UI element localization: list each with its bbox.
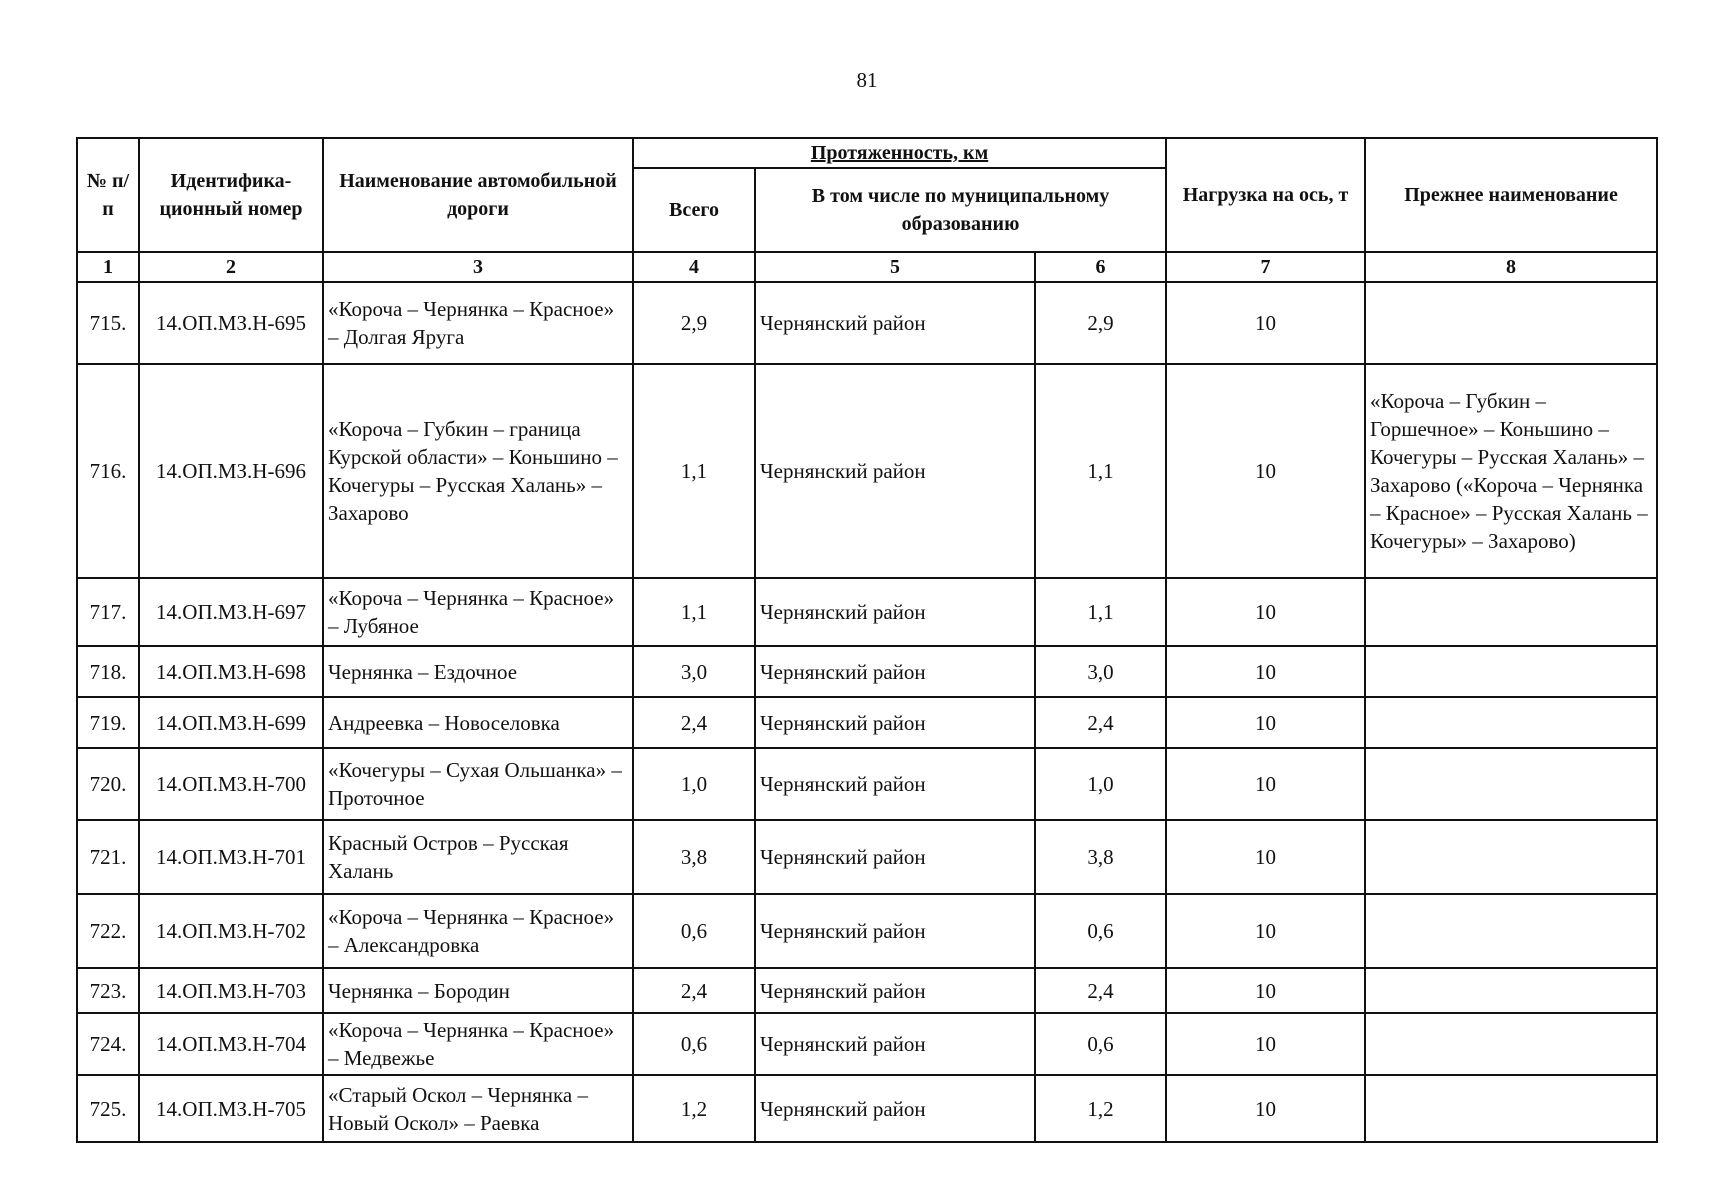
row-prev-name — [1365, 1013, 1657, 1075]
table-row — [77, 1075, 1657, 1142]
row-load: 10 — [1166, 646, 1365, 697]
col-number: 7 — [1166, 252, 1365, 282]
header-name: Наименование автомобильной дороги — [323, 138, 633, 252]
row-mun-length: 3,0 — [1035, 646, 1166, 697]
row-prev-name — [1365, 1075, 1657, 1142]
row-load: 10 — [1166, 1013, 1365, 1075]
row-road-name: Красный Остров – Русская Халань — [323, 820, 633, 894]
row-total: 3,8 — [633, 820, 755, 894]
table-row — [77, 968, 1657, 1013]
row-id: 14.ОП.МЗ.Н-703 — [139, 968, 323, 1013]
table-row — [77, 282, 1657, 364]
row-prev-name — [1365, 894, 1657, 968]
row-load: 10 — [1166, 748, 1365, 820]
row-id: 14.ОП.МЗ.Н-695 — [139, 282, 323, 364]
row-prev-name — [1365, 748, 1657, 820]
row-total: 2,4 — [633, 697, 755, 748]
row-num: 721. — [77, 820, 139, 894]
col-number: 8 — [1365, 252, 1657, 282]
row-mun-length: 1,2 — [1035, 1075, 1166, 1142]
row-municipality: Чернянский район — [755, 894, 1035, 968]
row-total: 2,4 — [633, 968, 755, 1013]
table-row — [77, 646, 1657, 697]
row-road-name: Чернянка – Бородин — [323, 968, 633, 1013]
table-row — [77, 1013, 1657, 1075]
row-road-name: Чернянка – Ездочное — [323, 646, 633, 697]
row-road-name: «Короча – Чернянка – Красное» – Медвежье — [323, 1013, 633, 1075]
row-num: 724. — [77, 1013, 139, 1075]
row-road-name: «Короча – Чернянка – Красное» – Александровка — [323, 894, 633, 968]
row-load: 10 — [1166, 364, 1365, 578]
row-prev-name — [1365, 697, 1657, 748]
col-number: 2 — [139, 252, 323, 282]
row-prev-name — [1365, 968, 1657, 1013]
table-row — [77, 820, 1657, 894]
header-length — [633, 138, 1166, 168]
row-total: 3,0 — [633, 646, 755, 697]
row-mun-length: 0,6 — [1035, 1013, 1166, 1075]
header-id: Идентифика-ционный номер — [139, 138, 323, 252]
row-mun-length: 3,8 — [1035, 820, 1166, 894]
row-load: 10 — [1166, 282, 1365, 364]
col-number: 6 — [1035, 252, 1166, 282]
row-prev-name — [1365, 820, 1657, 894]
row-municipality: Чернянский район — [755, 364, 1035, 578]
row-num: 725. — [77, 1075, 139, 1142]
row-mun-length: 2,4 — [1035, 968, 1166, 1013]
col-number: 3 — [323, 252, 633, 282]
table-row — [77, 364, 1657, 578]
row-total: 1,1 — [633, 578, 755, 646]
row-load: 10 — [1166, 968, 1365, 1013]
header-incl: В том числе по муниципальному образованию — [755, 168, 1166, 252]
row-road-name: Андреевка – Новоселовка — [323, 697, 633, 748]
row-municipality: Чернянский район — [755, 282, 1035, 364]
row-mun-length: 0,6 — [1035, 894, 1166, 968]
row-total: 1,0 — [633, 748, 755, 820]
row-municipality: Чернянский район — [755, 578, 1035, 646]
row-road-name: «Кочегуры – Сухая Ольшанка» – Проточное — [323, 748, 633, 820]
col-number: 5 — [755, 252, 1035, 282]
row-id: 14.ОП.МЗ.Н-697 — [139, 578, 323, 646]
row-num: 716. — [77, 364, 139, 578]
row-municipality: Чернянский район — [755, 1013, 1035, 1075]
row-id: 14.ОП.МЗ.Н-700 — [139, 748, 323, 820]
row-municipality: Чернянский район — [755, 646, 1035, 697]
row-id: 14.ОП.МЗ.Н-704 — [139, 1013, 323, 1075]
row-id: 14.ОП.МЗ.Н-699 — [139, 697, 323, 748]
roads-table — [76, 137, 1658, 1143]
header-prev: Прежнее наименование — [1365, 138, 1657, 252]
col-number: 4 — [633, 252, 755, 282]
row-total: 0,6 — [633, 894, 755, 968]
row-mun-length: 1,1 — [1035, 364, 1166, 578]
row-num: 722. — [77, 894, 139, 968]
row-num: 720. — [77, 748, 139, 820]
row-municipality: Чернянский район — [755, 968, 1035, 1013]
col-number: 1 — [77, 252, 139, 282]
row-id: 14.ОП.МЗ.Н-701 — [139, 820, 323, 894]
row-municipality: Чернянский район — [755, 1075, 1035, 1142]
row-municipality: Чернянский район — [755, 820, 1035, 894]
row-mun-length: 2,4 — [1035, 697, 1166, 748]
table-row — [77, 697, 1657, 748]
row-prev-name — [1365, 282, 1657, 364]
row-mun-length: 1,0 — [1035, 748, 1166, 820]
row-road-name: «Короча – Чернянка – Красное» – Лубяное — [323, 578, 633, 646]
table-row — [77, 894, 1657, 968]
row-mun-length: 2,9 — [1035, 282, 1166, 364]
header-length-label: Протяженность, км — [810, 142, 989, 164]
header-load: Нагрузка на ось, т — [1166, 138, 1365, 252]
row-load: 10 — [1166, 578, 1365, 646]
row-id: 14.ОП.МЗ.Н-698 — [139, 646, 323, 697]
row-prev-name — [1365, 646, 1657, 697]
row-total: 0,6 — [633, 1013, 755, 1075]
header-num: № п/п — [77, 138, 139, 252]
row-id: 14.ОП.МЗ.Н-705 — [139, 1075, 323, 1142]
header-total: Всего — [633, 168, 755, 252]
row-num: 719. — [77, 697, 139, 748]
row-mun-length: 1,1 — [1035, 578, 1166, 646]
row-id: 14.ОП.МЗ.Н-702 — [139, 894, 323, 968]
row-num: 718. — [77, 646, 139, 697]
row-road-name: «Короча – Чернянка – Красное» – Долгая Яруга — [323, 282, 633, 364]
row-road-name: «Старый Оскол – Чернянка – Новый Оскол» – Раевка — [323, 1075, 633, 1142]
row-id: 14.ОП.МЗ.Н-696 — [139, 364, 323, 578]
row-total: 2,9 — [633, 282, 755, 364]
row-prev-name: «Короча – Губкин – Горшечное» – Коньшино – Кочегуры – Русская Халань» – Захарово («Короча – Чернянка – Красное» – Русская Халань – Кочегуры» – Захарово) — [1365, 364, 1657, 578]
row-total: 1,2 — [633, 1075, 755, 1142]
page-number: 81 — [856, 68, 878, 92]
row-total: 1,1 — [633, 364, 755, 578]
row-num: 723. — [77, 968, 139, 1013]
row-municipality: Чернянский район — [755, 697, 1035, 748]
row-load: 10 — [1166, 894, 1365, 968]
row-num: 715. — [77, 282, 139, 364]
table-row — [77, 748, 1657, 820]
row-municipality: Чернянский район — [755, 748, 1035, 820]
table-row — [77, 578, 1657, 646]
row-prev-name — [1365, 578, 1657, 646]
row-load: 10 — [1166, 820, 1365, 894]
row-road-name: «Короча – Губкин – граница Курской области» – Коньшино – Кочегуры – Русская Халань» – Захарово — [323, 364, 633, 578]
row-load: 10 — [1166, 697, 1365, 748]
row-load: 10 — [1166, 1075, 1365, 1142]
row-num: 717. — [77, 578, 139, 646]
